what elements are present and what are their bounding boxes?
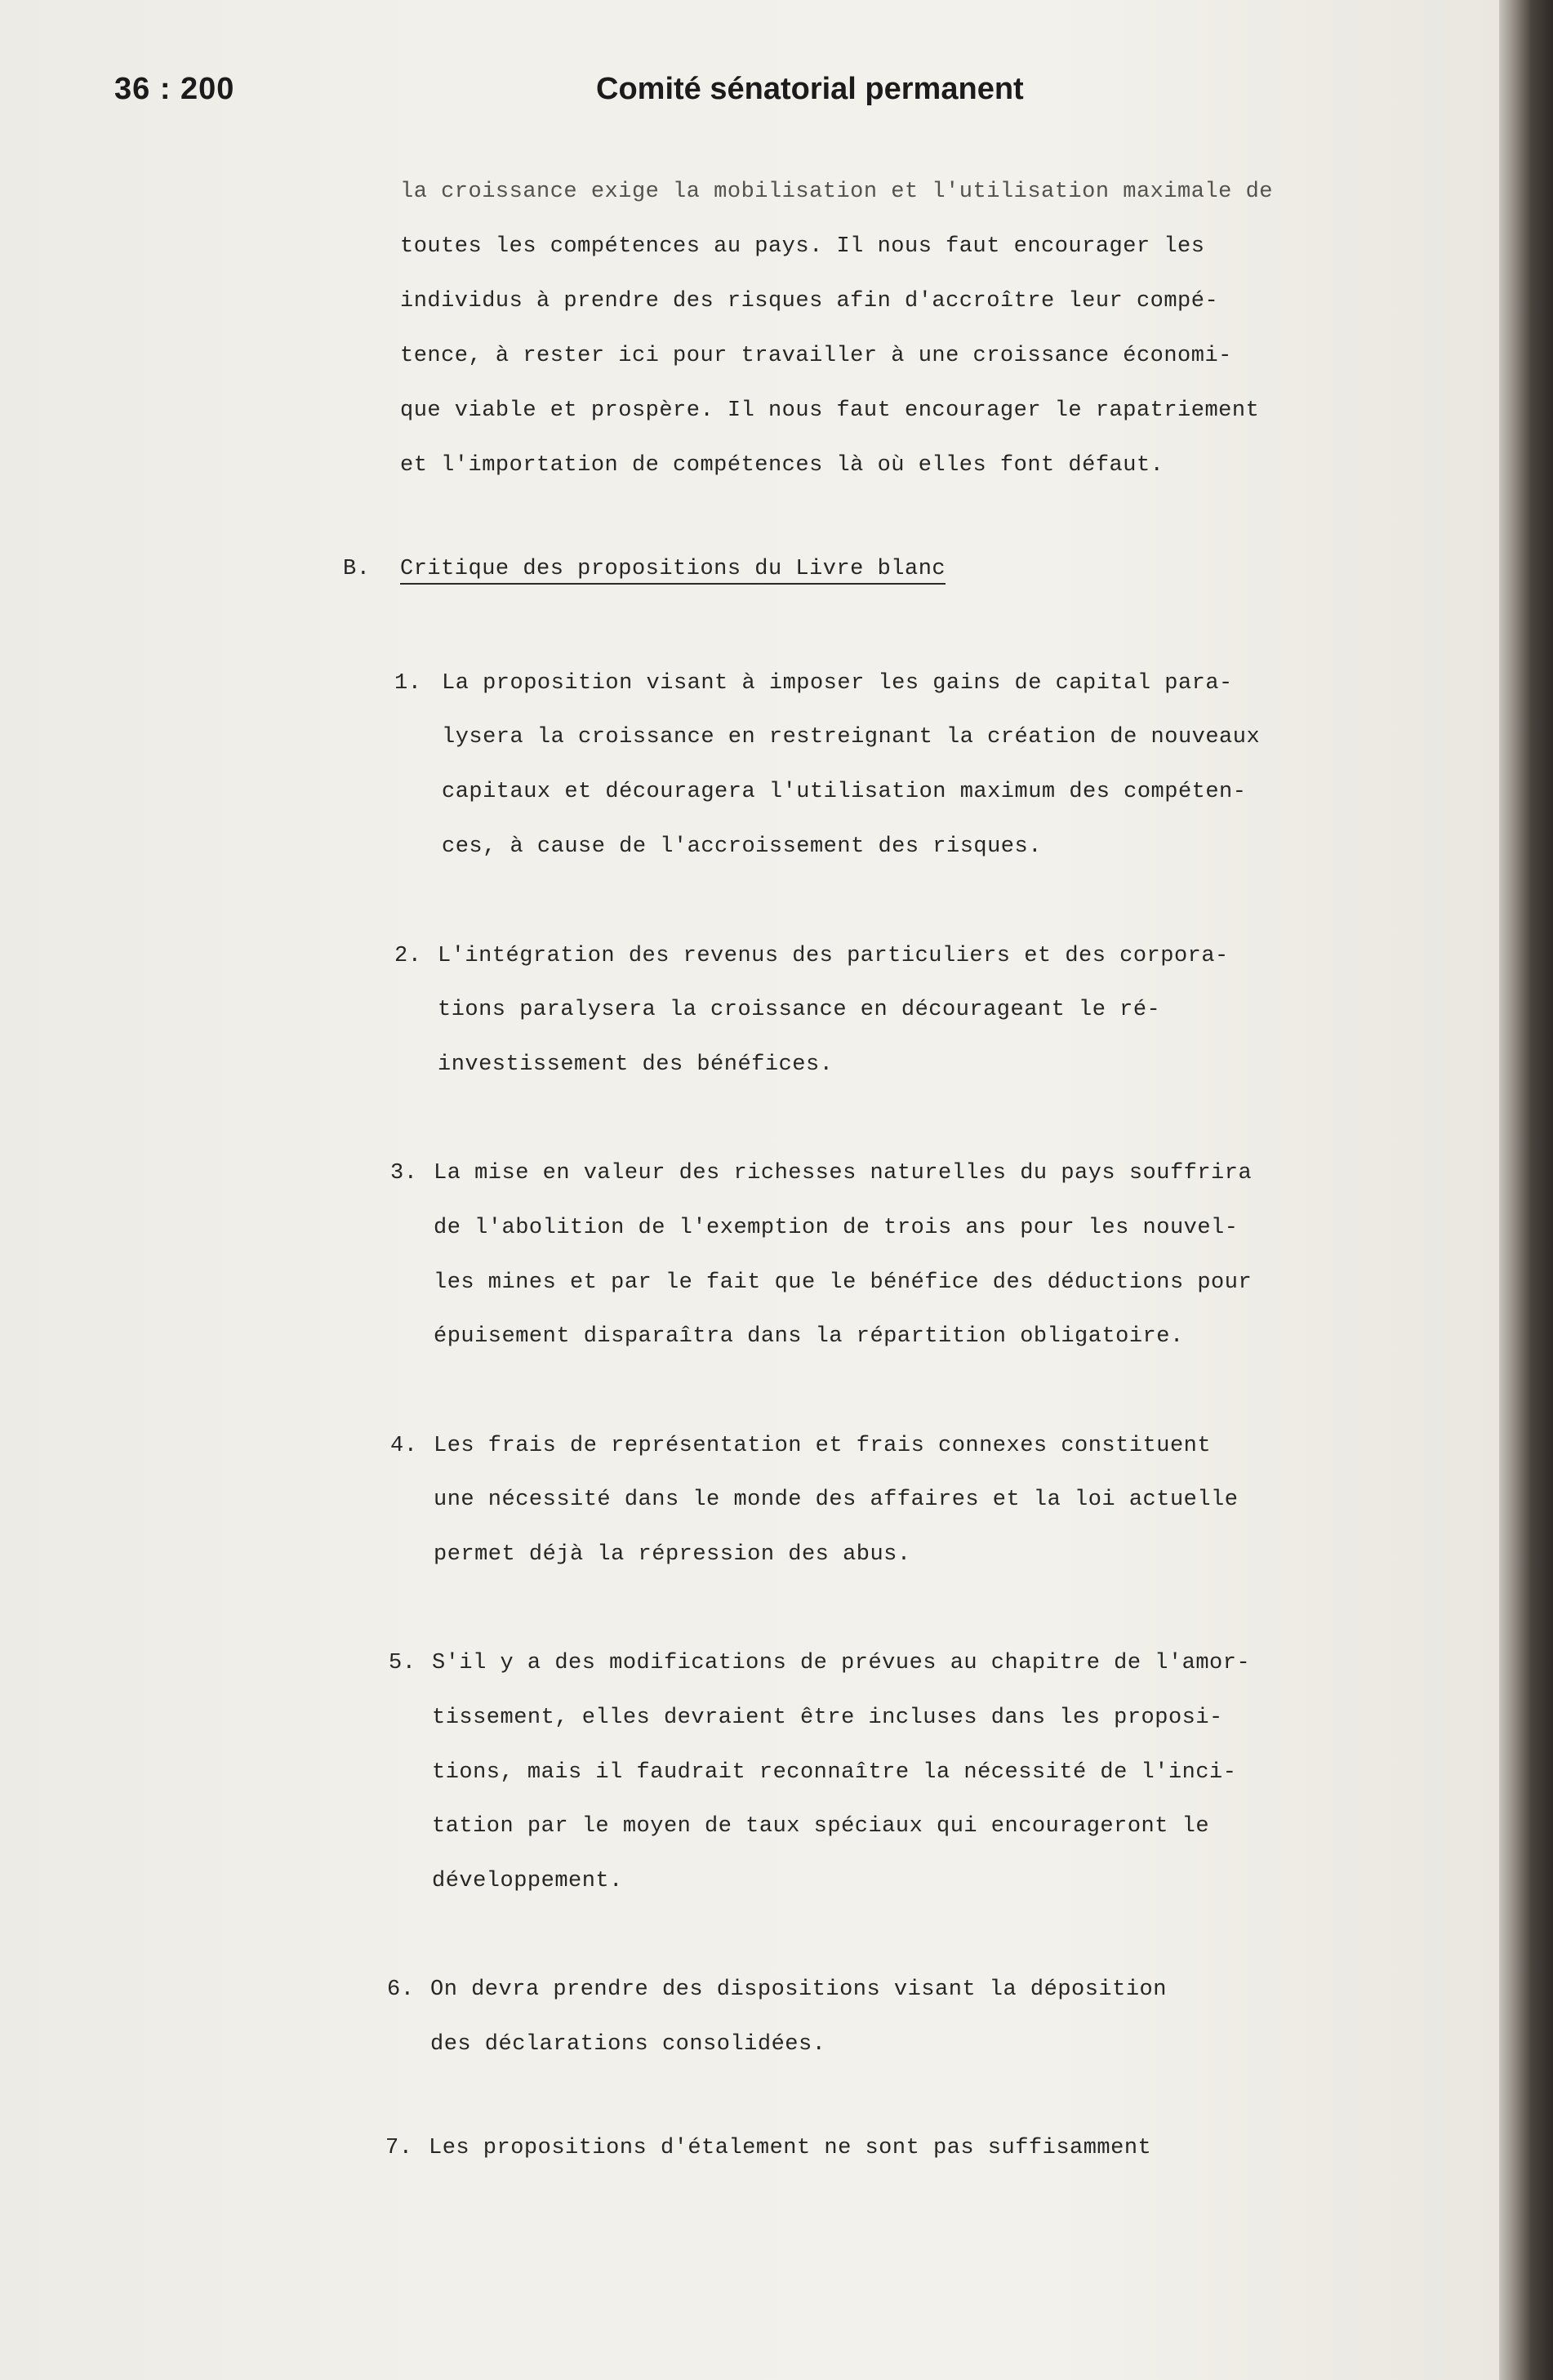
text-line: une nécessité dans le monde des affaires et la loi actuelle (434, 1488, 1239, 1512)
section-title: Critique des propositions du Livre blanc (400, 557, 946, 585)
text-line: que viable et prospère. Il nous faut encourager le rapatriement (400, 398, 1260, 423)
text-line: investissement des bénéfices. (438, 1052, 834, 1077)
item-number: 4. (390, 1434, 418, 1458)
text-line: tissement, elles devraient être incluses dans les proposi- (432, 1706, 1223, 1730)
item-number: 2. (394, 944, 422, 968)
text-line: tions paralysera la croissance en décourageant le ré- (438, 998, 1161, 1022)
text-line: et l'importation de compétences là où elles font défaut. (400, 453, 1164, 478)
item-number: 3. (390, 1161, 418, 1186)
text-line: de l'abolition de l'exemption de trois ans pour les nouvel- (434, 1216, 1239, 1240)
text-line: On devra prendre des dispositions visant la déposition (430, 1977, 1167, 2002)
text-line: tence, à rester ici pour travailler à une croissance économi- (400, 344, 1232, 368)
text-line: La mise en valeur des richesses naturelles du pays souffrira (434, 1161, 1253, 1186)
text-line: tions, mais il faudrait reconnaître la nécessité de l'inci- (432, 1760, 1237, 1785)
text-line: La proposition visant à imposer les gains de capital para- (442, 671, 1233, 696)
item-number: 5. (389, 1651, 416, 1675)
text-line: développement. (432, 1869, 623, 1893)
text-line: épuisement disparaîtra dans la répartition obligatoire. (434, 1324, 1184, 1349)
text-line: ces, à cause de l'accroissement des risques. (442, 834, 1042, 859)
section-letter: B. (343, 557, 371, 581)
item-number: 1. (394, 671, 422, 696)
item-number: 6. (387, 1977, 415, 2002)
text-line: toutes les compétences au pays. Il nous faut encourager les (400, 234, 1205, 259)
binding-edge (1499, 0, 1553, 2380)
text-line: les mines et par le fait que le bénéfice des déductions pour (434, 1270, 1253, 1295)
text-line: S'il y a des modifications de prévues au chapitre de l'amor- (432, 1651, 1251, 1675)
text-line: Les propositions d'étalement ne sont pas suffisamment (429, 2136, 1152, 2160)
text-line: permet déjà la répression des abus. (434, 1542, 911, 1567)
text-line: capitaux et découragera l'utilisation maximum des compéten- (442, 780, 1247, 804)
text-line: tation par le moyen de taux spéciaux qui encourageront le (432, 1814, 1210, 1839)
page-header (114, 72, 1421, 121)
page-number: 36 : 200 (114, 72, 235, 106)
text-line: Les frais de représentation et frais connexes constituent (434, 1434, 1212, 1458)
text-line: lysera la croissance en restreignant la création de nouveaux (442, 725, 1261, 750)
text-line: L'intégration des revenus des particuliers et des corpora- (438, 944, 1229, 968)
item-number: 7. (385, 2136, 413, 2160)
text-line: la croissance exige la mobilisation et l'utilisation maximale de (400, 180, 1273, 204)
committee-title: Comité sénatorial permanent (596, 72, 1024, 106)
text-line: des déclarations consolidées. (430, 2032, 826, 2057)
text-line: individus à prendre des risques afin d'accroître leur compé- (400, 289, 1219, 314)
